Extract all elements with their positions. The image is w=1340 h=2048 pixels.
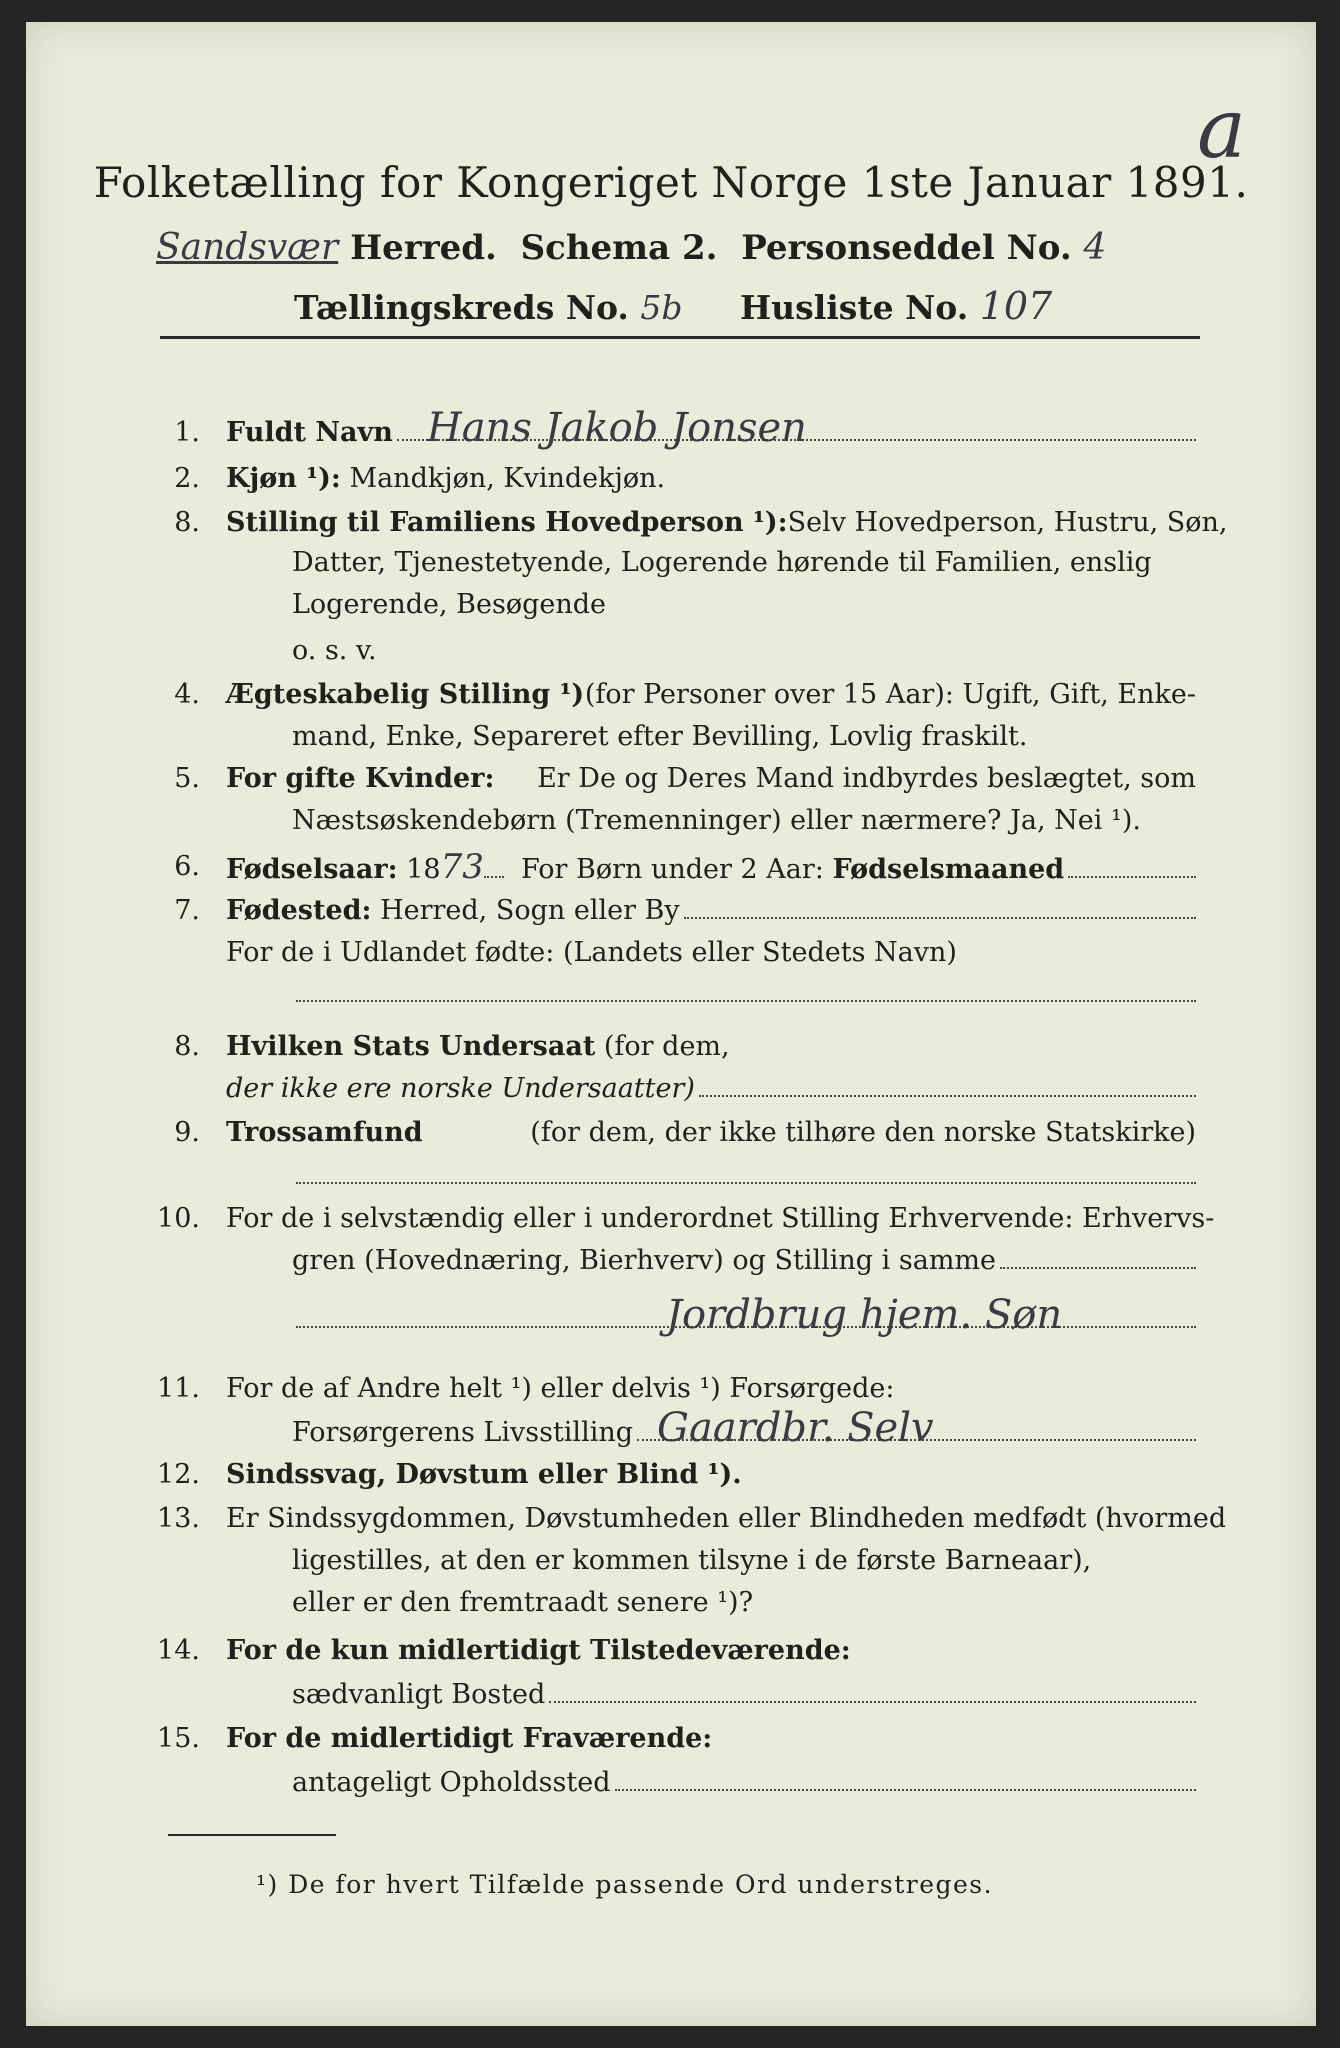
question-number: 1.: [174, 417, 200, 448]
question-options: gren (Hovednæring, Bierhverv) og Stilling i samme: [292, 1245, 997, 1276]
question-number: 8.: [174, 1031, 200, 1062]
question-number: 9.: [174, 1117, 200, 1148]
question-number: 8.: [174, 507, 200, 538]
question-options: ligestilles, at den er kommen tilsyne i de første Barneaar),: [292, 1545, 1092, 1576]
question-number: 6.: [174, 851, 200, 882]
question-label: For de kun midlertidigt Tilstedeværende:: [226, 1635, 851, 1666]
question-options: Mandkjøn, Kvindekjøn.: [349, 463, 666, 494]
question-label: Kjøn ¹):: [226, 463, 341, 494]
question-options: For Børn under 2 Aar:: [521, 854, 824, 885]
question-options: der ikke ere norske Undersaatter): [226, 1073, 695, 1104]
question-label: For gifte Kvinder:: [226, 763, 495, 794]
question-label: Hvilken Stats Undersaat: [226, 1031, 596, 1062]
question-label: Fødselsmaaned: [832, 854, 1065, 885]
census-form-page: [26, 22, 1316, 2026]
taellingskreds-handwritten: 5b: [640, 288, 683, 327]
header-line-herred: [156, 227, 1106, 268]
question-number: 13.: [157, 1503, 200, 1534]
question-number: 7.: [174, 895, 200, 926]
question-number: 12.: [157, 1459, 200, 1490]
husliste-handwritten: 107: [979, 284, 1053, 328]
question-options: Forsørgerens Livsstilling: [292, 1417, 634, 1448]
provider-answer-handwritten: Gaardbr. Selv: [657, 1405, 934, 1451]
question-label: Trossamfund: [226, 1117, 423, 1148]
question-options: Logerende, Besøgende: [292, 589, 606, 620]
question-number: 4.: [174, 679, 200, 710]
year-prefix: 18: [406, 854, 441, 885]
question-label: Er Sindssygdommen, Døvstumheden eller Blindheden medfødt (hvormed: [226, 1503, 1227, 1534]
question-options: o. s. v.: [292, 635, 377, 666]
question-label: Stilling til Familiens Hovedperson ¹):: [226, 507, 788, 538]
question-options: mand, Enke, Separeret efter Bevilling, Lovlig fraskilt.: [292, 721, 1028, 752]
herred-handwritten: Sandsvær: [156, 227, 339, 268]
taellingskreds-label: Tællingskreds No.: [294, 288, 629, 327]
question-options: Er De og Deres Mand indbyrdes beslægtet, som: [537, 763, 1196, 794]
header-divider: [160, 336, 1200, 339]
question-options: antageligt Opholdssted: [292, 1767, 611, 1798]
question-number: 5.: [174, 763, 200, 794]
husliste-label: Husliste No.: [739, 288, 969, 327]
footnote-divider: [168, 1834, 336, 1836]
question-label: Fuldt Navn: [226, 417, 393, 448]
question-options: (for Personer over 15 Aar): Ugift, Gift, Enke-: [584, 679, 1196, 710]
question-options: For de i Udlandet fødte: (Landets eller Stedets Navn): [226, 937, 957, 968]
form-title: Folketælling for Kongeriget Norge 1ste Januar 1891.: [93, 158, 1249, 207]
header-line-kreds: [294, 284, 1052, 328]
question-number: 14.: [157, 1635, 200, 1666]
schema-label: Schema 2.: [520, 228, 718, 268]
question-number: 2.: [174, 463, 200, 494]
question-label: For de midlertidigt Fraværende:: [226, 1723, 713, 1754]
question-label: Fødested:: [226, 895, 372, 926]
question-label: For de af Andre helt ¹) eller delvis ¹) Forsørgede:: [226, 1373, 895, 1404]
question-label: Fødselsaar:: [226, 854, 398, 885]
question-number: 11.: [157, 1373, 200, 1404]
name-answer-handwritten: Hans Jakob Jonsen: [426, 405, 807, 451]
personseddel-handwritten: 4: [1083, 227, 1107, 268]
corner-pencil-mark: a: [1197, 82, 1246, 177]
personseddel-label: Personseddel No.: [741, 228, 1072, 268]
question-options: Datter, Tjenestetyende, Logerende hørende til Familien, enslig: [292, 547, 1152, 578]
occupation-answer-handwritten: Jordbrug hjem. Søn: [666, 1292, 1063, 1338]
question-options: (for dem,: [603, 1031, 730, 1062]
question-options: Herred, Sogn eller By: [380, 895, 680, 926]
question-number: 10.: [157, 1203, 200, 1234]
herred-label: Herred.: [350, 228, 497, 268]
question-label: Ægteskabelig Stilling ¹): [226, 679, 585, 710]
footnote: ¹) De for hvert Tilfælde passende Ord understreges.: [256, 1870, 994, 1899]
question-label: For de i selvstændig eller i underordnet Stilling Erhvervende: Erhvervs-: [226, 1203, 1215, 1234]
question-label: Sindssvag, Døvstum eller Blind ¹).: [226, 1459, 742, 1490]
question-options: eller er den fremtraadt senere ¹)?: [292, 1587, 754, 1618]
question-options: Selv Hovedperson, Hustru, Søn,: [787, 507, 1228, 538]
question-number: 15.: [157, 1723, 200, 1754]
question-options: Næstsøskendebørn (Tremenninger) eller nærmere? Ja, Nei ¹).: [292, 805, 1141, 836]
year-handwritten: 73: [440, 847, 484, 887]
question-options: (for dem, der ikke tilhøre den norske Statskirke): [530, 1117, 1196, 1148]
question-options: sædvanligt Bosted: [292, 1679, 546, 1710]
